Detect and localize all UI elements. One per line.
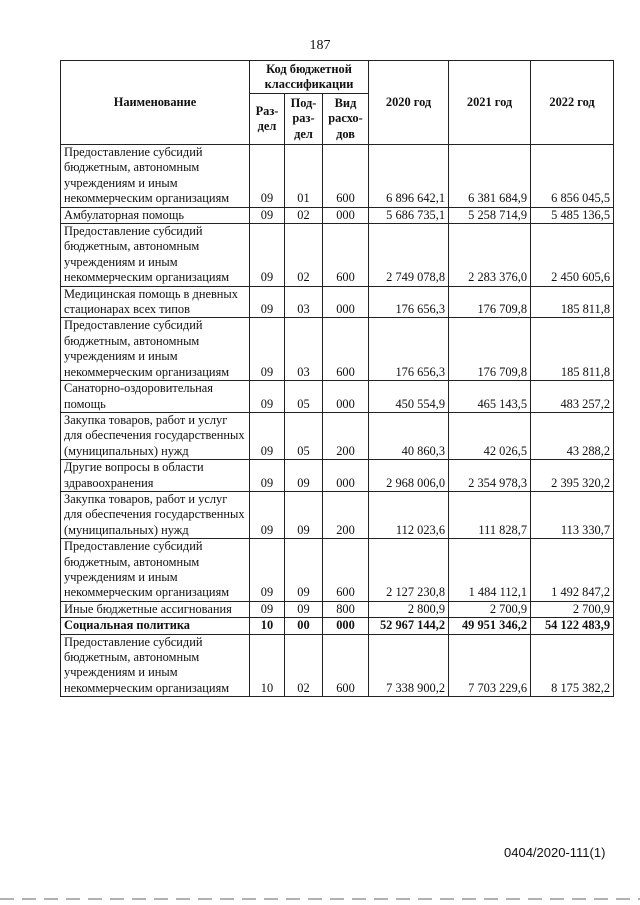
cell-2020: 112 023,6 [369, 491, 449, 538]
table-row [61, 224, 614, 287]
cell-podrazdel: 02 [285, 207, 323, 223]
cell-podrazdel: 09 [285, 460, 323, 492]
cell-podrazdel: 05 [285, 381, 323, 413]
header-razdel: Раз- дел [250, 94, 285, 145]
cell-2020: 176 656,3 [369, 286, 449, 318]
cell-razdel: 09 [250, 381, 285, 413]
cell-vid: 600 [323, 539, 369, 602]
table-row [61, 286, 614, 318]
table-row [61, 412, 614, 459]
cell-2022: 113 330,7 [531, 491, 614, 538]
cell-name: Предоставление субсидий бюджетным, автономным учреждениям и иным некоммерческим организациям [61, 318, 250, 381]
table-row [61, 145, 614, 208]
cell-vid: 200 [323, 412, 369, 459]
cell-name: Другие вопросы в области здравоохранения [61, 460, 250, 492]
cell-razdel: 10 [250, 634, 285, 697]
cell-razdel: 09 [250, 539, 285, 602]
table-row [61, 460, 614, 492]
table-row [61, 634, 614, 697]
cell-vid: 000 [323, 460, 369, 492]
cell-2022: 5 485 136,5 [531, 207, 614, 223]
table-body [61, 145, 614, 697]
cell-razdel: 09 [250, 412, 285, 459]
header-vid: Вид расхо- дов [323, 94, 369, 145]
budget-table [60, 60, 614, 697]
header-2021: 2021 год [449, 61, 531, 145]
cell-name: Закупка товаров, работ и услуг для обеспечения государственных (муниципальных) нужд [61, 412, 250, 459]
cell-razdel: 09 [250, 491, 285, 538]
cell-razdel: 10 [250, 618, 285, 634]
table-row [61, 318, 614, 381]
page-number: 187 [309, 38, 331, 53]
header-2020: 2020 год [369, 61, 449, 145]
cell-podrazdel: 02 [285, 634, 323, 697]
cell-podrazdel: 03 [285, 318, 323, 381]
cell-2020: 6 896 642,1 [369, 145, 449, 208]
cell-podrazdel: 01 [285, 145, 323, 208]
cell-razdel: 09 [250, 286, 285, 318]
cell-podrazdel: 09 [285, 539, 323, 602]
cell-razdel: 09 [250, 601, 285, 617]
cell-name: Предоставление субсидий бюджетным, автономным учреждениям и иным некоммерческим организациям [61, 634, 250, 697]
cell-vid: 600 [323, 224, 369, 287]
cell-name: Медицинская помощь в дневных стационарах всех типов [61, 286, 250, 318]
cell-2022: 1 492 847,2 [531, 539, 614, 602]
cell-2021: 2 283 376,0 [449, 224, 531, 287]
cell-podrazdel: 09 [285, 491, 323, 538]
cell-podrazdel: 05 [285, 412, 323, 459]
cell-vid: 600 [323, 145, 369, 208]
cell-name: Социальная политика [61, 618, 250, 634]
cell-vid: 200 [323, 491, 369, 538]
scan-edge-artifact [0, 898, 640, 900]
cell-razdel: 09 [250, 145, 285, 208]
cell-razdel: 09 [250, 224, 285, 287]
table-row [61, 491, 614, 538]
cell-2021: 111 828,7 [449, 491, 531, 538]
cell-vid: 000 [323, 286, 369, 318]
header-code-group: Код бюджетной классификации [250, 61, 369, 94]
cell-name: Иные бюджетные ассигнования [61, 601, 250, 617]
table-header [61, 61, 614, 145]
cell-razdel: 09 [250, 318, 285, 381]
header-name: Наименование [61, 61, 250, 145]
cell-2021: 176 709,8 [449, 318, 531, 381]
cell-name: Предоставление субсидий бюджетным, автономным учреждениям и иным некоммерческим организациям [61, 224, 250, 287]
table-row [61, 539, 614, 602]
cell-2021: 176 709,8 [449, 286, 531, 318]
cell-2022: 2 450 605,6 [531, 224, 614, 287]
cell-2022: 2 395 320,2 [531, 460, 614, 492]
cell-2022: 8 175 382,2 [531, 634, 614, 697]
cell-vid: 000 [323, 618, 369, 634]
cell-2021: 5 258 714,9 [449, 207, 531, 223]
cell-razdel: 09 [250, 460, 285, 492]
cell-2022: 185 811,8 [531, 286, 614, 318]
cell-2020: 7 338 900,2 [369, 634, 449, 697]
cell-podrazdel: 02 [285, 224, 323, 287]
cell-razdel: 09 [250, 207, 285, 223]
cell-2021: 2 354 978,3 [449, 460, 531, 492]
cell-2020: 5 686 735,1 [369, 207, 449, 223]
cell-name: Предоставление субсидий бюджетным, автономным учреждениям и иным некоммерческим организациям [61, 539, 250, 602]
cell-2021: 465 143,5 [449, 381, 531, 413]
cell-name: Санаторно-оздоровительная помощь [61, 381, 250, 413]
cell-podrazdel: 03 [285, 286, 323, 318]
table-row [61, 381, 614, 413]
cell-name: Амбулаторная помощь [61, 207, 250, 223]
cell-2020: 176 656,3 [369, 318, 449, 381]
cell-2021: 6 381 684,9 [449, 145, 531, 208]
cell-vid: 600 [323, 634, 369, 697]
cell-2022: 54 122 483,9 [531, 618, 614, 634]
cell-2021: 42 026,5 [449, 412, 531, 459]
cell-2020: 40 860,3 [369, 412, 449, 459]
cell-name: Предоставление субсидий бюджетным, автономным учреждениям и иным некоммерческим организациям [61, 145, 250, 208]
cell-vid: 000 [323, 207, 369, 223]
table-row [61, 207, 614, 223]
cell-2022: 185 811,8 [531, 318, 614, 381]
cell-2020: 2 749 078,8 [369, 224, 449, 287]
header-2022: 2022 год [531, 61, 614, 145]
cell-2020: 2 800,9 [369, 601, 449, 617]
table-row [61, 618, 614, 634]
cell-2021: 49 951 346,2 [449, 618, 531, 634]
cell-2022: 483 257,2 [531, 381, 614, 413]
cell-vid: 600 [323, 318, 369, 381]
cell-podrazdel: 00 [285, 618, 323, 634]
cell-vid: 000 [323, 381, 369, 413]
table-row [61, 601, 614, 617]
header-podrazdel: Под- раз- дел [285, 94, 323, 145]
cell-2021: 1 484 112,1 [449, 539, 531, 602]
cell-podrazdel: 09 [285, 601, 323, 617]
cell-2022: 6 856 045,5 [531, 145, 614, 208]
cell-2020: 2 968 006,0 [369, 460, 449, 492]
cell-2020: 52 967 144,2 [369, 618, 449, 634]
cell-name: Закупка товаров, работ и услуг для обеспечения государственных (муниципальных) нужд [61, 491, 250, 538]
cell-2022: 2 700,9 [531, 601, 614, 617]
cell-2020: 2 127 230,8 [369, 539, 449, 602]
cell-2022: 43 288,2 [531, 412, 614, 459]
cell-vid: 800 [323, 601, 369, 617]
cell-2020: 450 554,9 [369, 381, 449, 413]
cell-2021: 2 700,9 [449, 601, 531, 617]
cell-2021: 7 703 229,6 [449, 634, 531, 697]
footer-code: 0404/2020-111(1) [504, 845, 606, 860]
